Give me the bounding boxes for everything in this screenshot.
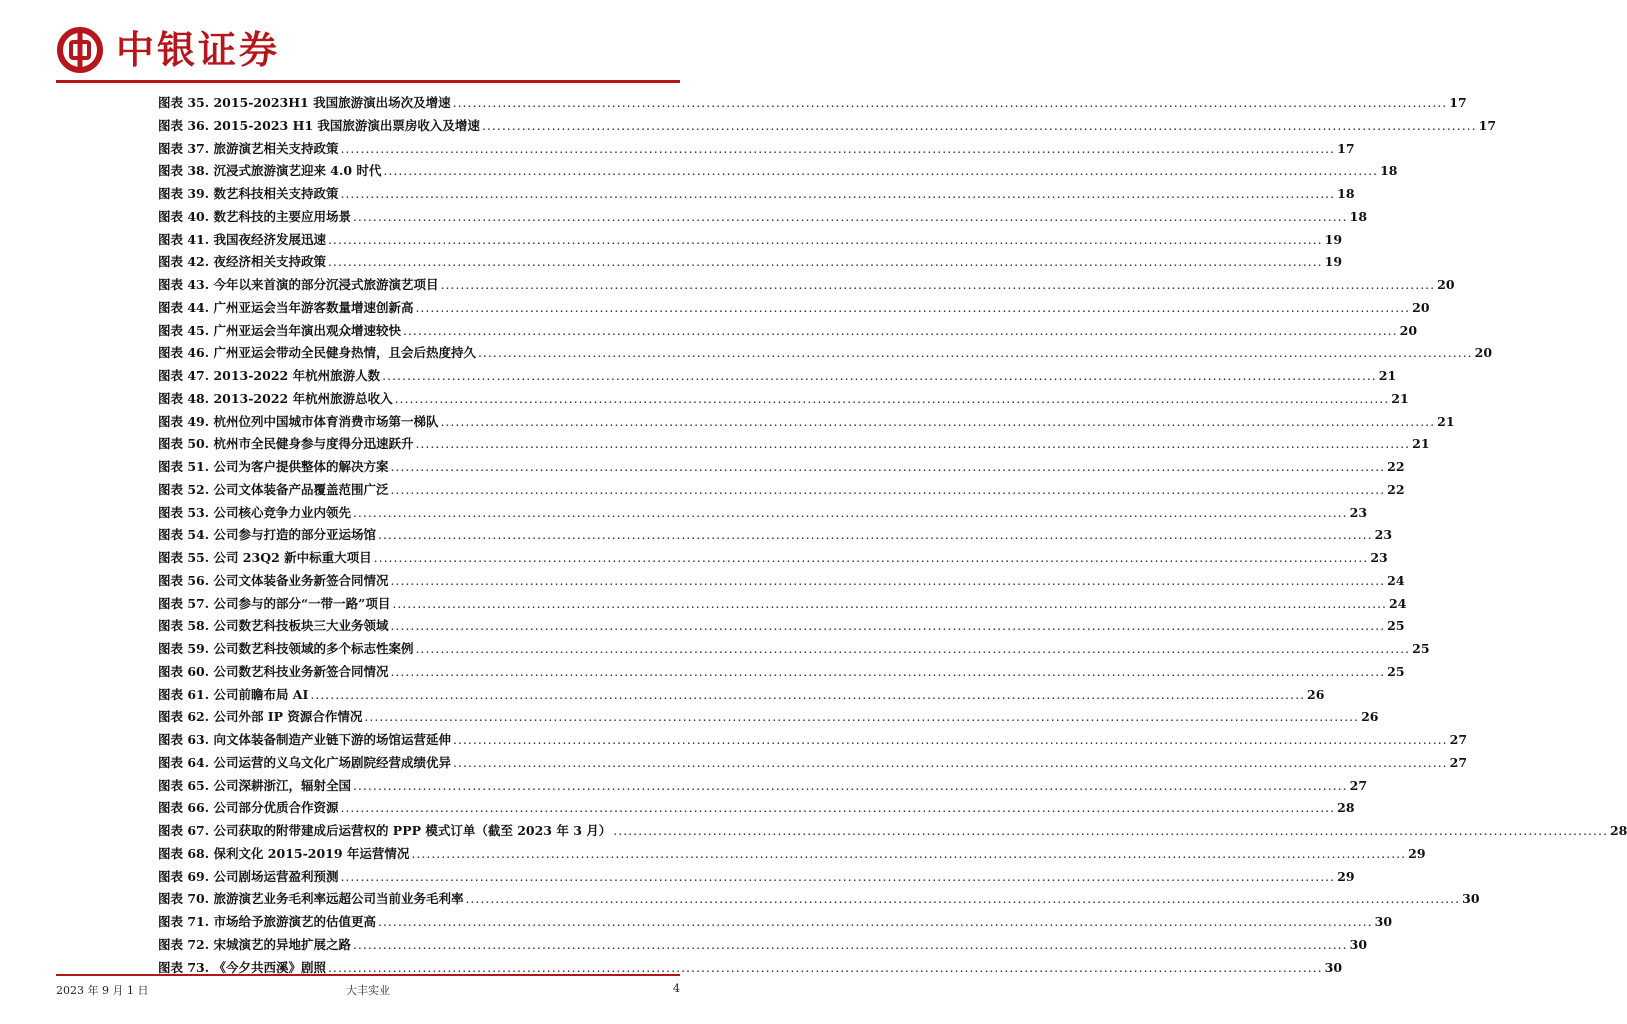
- toc-entry[interactable]: [158, 752, 1468, 775]
- toc-entry[interactable]: [158, 183, 1355, 206]
- toc-entry-page: 21: [1391, 390, 1409, 406]
- toc-leader-dots: ........................................................................................................................................................................................................: [327, 959, 1323, 975]
- toc-entry-page: 30: [1324, 959, 1343, 975]
- toc-entry-page: 27: [1349, 777, 1368, 793]
- toc-entry-title: 图表 72. 宋城演艺的异地扩展之路: [158, 936, 351, 952]
- brand-name: 中银证券: [116, 28, 281, 72]
- toc-leader-dots: ........................................................................................................................................................................................................: [352, 504, 1348, 520]
- toc-leader-dots: ........................................................................................................................................................................................................: [402, 322, 1398, 338]
- toc-leader-dots: ........................................................................................................................................................................................................: [364, 709, 1360, 725]
- toc-leader-dots: ........................................................................................................................................................................................................: [340, 800, 1336, 816]
- toc-entry[interactable]: [158, 92, 1467, 115]
- toc-entry-page: 20: [1412, 299, 1430, 315]
- toc-entry-page: 23: [1349, 504, 1368, 520]
- toc-entry-title: 图表 53. 公司核心竞争力业内领先: [158, 504, 351, 520]
- page-footer: [56, 982, 680, 1002]
- toc-entry-title: 图表 61. 公司前瞻布局 AI: [158, 686, 309, 702]
- page-number: 4: [673, 982, 680, 995]
- toc-leader-dots: ........................................................................................................................................................................................................: [390, 663, 1386, 679]
- toc-entry[interactable]: [158, 661, 1405, 684]
- toc-entry-title: 图表 41. 我国夜经济发展迅速: [158, 231, 326, 247]
- toc-leader-dots: ........................................................................................................................................................................................................: [327, 254, 1323, 270]
- toc-entry[interactable]: [158, 684, 1325, 707]
- toc-entry-title: 图表 54. 公司参与打造的部分亚运场馆: [158, 527, 376, 543]
- toc-entry-title: 图表 71. 市场给予旅游演艺的估值更高: [158, 914, 376, 929]
- toc-entry-page: 24: [1387, 572, 1405, 588]
- toc-entry[interactable]: [158, 160, 1398, 183]
- toc-entry[interactable]: [158, 547, 1388, 570]
- toc-leader-dots: ........................................................................................................................................................................................................: [340, 140, 1336, 156]
- toc-entry-page: 23: [1374, 527, 1393, 543]
- toc-leader-dots: ........................................................................................................................................................................................................: [373, 550, 1369, 565]
- toc-leader-dots: ........................................................................................................................................................................................................: [390, 572, 1386, 588]
- toc-entry[interactable]: [158, 593, 1407, 616]
- toc-entry[interactable]: [158, 888, 1480, 911]
- toc-leader-dots: ........................................................................................................................................................................................................: [477, 345, 1473, 361]
- toc-entry-page: 17: [1449, 95, 1467, 110]
- toc-leader-dots: ........................................................................................................................................................................................................: [481, 117, 1477, 133]
- toc-entry-title: 图表 35. 2015-2023H1 我国旅游演出场次及增速: [158, 95, 451, 110]
- toc-entry-page: 29: [1408, 845, 1426, 861]
- toc-entry-title: 图表 37. 旅游演艺相关支持政策: [158, 140, 339, 156]
- toc-leader-dots: ........................................................................................................................................................................................................: [340, 868, 1336, 884]
- toc-entry-title: 图表 59. 公司数艺科技领域的多个标志性案例: [158, 641, 414, 656]
- toc-entry-page: 18: [1349, 208, 1368, 224]
- figure-index-list: [158, 92, 1627, 979]
- page-header: [0, 0, 724, 90]
- toc-leader-dots: ........................................................................................................................................................................................................: [452, 95, 1448, 110]
- toc-entry-title: 图表 67. 公司获取的附带建成后运营权的 PPP 模式订单（截至 2023 年 3 月）: [158, 823, 612, 838]
- toc-leader-dots: ........................................................................................................................................................................................................: [452, 754, 1448, 770]
- toc-entry[interactable]: [158, 911, 1393, 934]
- toc-entry-title: 图表 50. 杭州市全民健身参与度得分迅速跃升: [158, 436, 414, 452]
- toc-entry-page: 29: [1337, 868, 1355, 884]
- toc-entry-title: 图表 40. 数艺科技的主要应用场景: [158, 208, 351, 224]
- toc-entry[interactable]: [158, 342, 1493, 365]
- toc-entry[interactable]: [158, 297, 1430, 320]
- toc-entry[interactable]: [158, 251, 1343, 274]
- toc-entry-page: 26: [1361, 709, 1379, 725]
- toc-entry-title: 图表 57. 公司参与的部分“一带一路”项目: [158, 595, 391, 611]
- toc-entry-page: 20: [1399, 322, 1418, 338]
- toc-entry[interactable]: [158, 843, 1426, 866]
- toc-entry-title: 图表 58. 公司数艺科技板块三大业务领域: [158, 618, 389, 634]
- toc-entry-title: 图表 62. 公司外部 IP 资源合作情况: [158, 709, 363, 725]
- toc-leader-dots: ........................................................................................................................................................................................................: [415, 641, 1411, 656]
- toc-entry-title: 图表 47. 2013-2022 年杭州旅游人数: [158, 368, 381, 383]
- bank-of-china-logo-icon: [56, 26, 104, 74]
- toc-entry[interactable]: [158, 502, 1368, 525]
- toc-entry-title: 图表 49. 杭州位列中国城市体育消费市场第一梯队: [158, 413, 439, 429]
- toc-entry[interactable]: [158, 229, 1343, 252]
- toc-leader-dots: ........................................................................................................................................................................................................: [352, 208, 1348, 224]
- toc-entry-page: 17: [1337, 140, 1355, 156]
- toc-entry-title: 图表 38. 沉浸式旅游演艺迎来 4.0 时代: [158, 163, 382, 179]
- report-date: 2023 年 9 月 1 日: [56, 984, 149, 997]
- toc-entry[interactable]: [158, 433, 1430, 456]
- toc-entry[interactable]: [158, 729, 1468, 752]
- toc-entry[interactable]: [158, 365, 1397, 388]
- toc-leader-dots: ........................................................................................................................................................................................................: [327, 231, 1323, 247]
- toc-entry[interactable]: [158, 775, 1368, 798]
- toc-entry[interactable]: [158, 138, 1355, 161]
- toc-leader-dots: ........................................................................................................................................................................................................: [392, 595, 1388, 611]
- toc-entry-title: 图表 66. 公司部分优质合作资源: [158, 800, 339, 816]
- toc-entry[interactable]: [158, 456, 1405, 479]
- toc-entry-title: 图表 39. 数艺科技相关支持政策: [158, 186, 339, 201]
- toc-entry-page: 21: [1378, 368, 1397, 383]
- toc-leader-dots: ........................................................................................................................................................................................................: [352, 936, 1348, 952]
- toc-leader-dots: ........................................................................................................................................................................................................: [440, 413, 1436, 429]
- toc-entry-title: 图表 43. 今年以来首演的部分沉浸式旅游演艺项目: [158, 277, 439, 292]
- toc-leader-dots: ........................................................................................................................................................................................................: [390, 481, 1386, 497]
- toc-leader-dots: ........................................................................................................................................................................................................: [613, 823, 1608, 838]
- toc-entry-page: 30: [1462, 891, 1480, 907]
- toc-entry[interactable]: [158, 706, 1379, 729]
- toc-entry-title: 图表 55. 公司 23Q2 新中标重大项目: [158, 550, 372, 565]
- toc-leader-dots: ........................................................................................................................................................................................................: [382, 368, 1377, 383]
- toc-entry-title: 图表 56. 公司文体装备业务新签合同情况: [158, 572, 389, 588]
- toc-entry-title: 图表 52. 公司文体装备产品覆盖范围广泛: [158, 481, 389, 497]
- toc-entry-page: 18: [1380, 163, 1398, 179]
- toc-leader-dots: ........................................................................................................................................................................................................: [340, 186, 1336, 201]
- toc-entry-page: 23: [1370, 550, 1388, 565]
- toc-entry[interactable]: [158, 934, 1368, 957]
- toc-entry-title: 图表 65. 公司深耕浙江，辐射全国: [158, 777, 351, 793]
- toc-entry-title: 图表 70. 旅游演艺业务毛利率远超公司当前业务毛利率: [158, 891, 464, 907]
- toc-leader-dots: ........................................................................................................................................................................................................: [352, 777, 1348, 793]
- toc-entry-title: 图表 48. 2013-2022 年杭州旅游总收入: [158, 390, 393, 406]
- toc-leader-dots: ........................................................................................................................................................................................................: [411, 845, 1407, 861]
- toc-entry-title: 图表 63. 向文体装备制造产业链下游的场馆运营延伸: [158, 732, 451, 747]
- toc-entry-page: 25: [1412, 641, 1430, 656]
- toc-entry-title: 图表 69. 公司剧场运营盈利预测: [158, 868, 339, 884]
- toc-leader-dots: ........................................................................................................................................................................................................: [310, 686, 1306, 702]
- toc-leader-dots: ........................................................................................................................................................................................................: [383, 163, 1379, 179]
- toc-entry-title: 图表 45. 广州亚运会当年演出观众增速较快: [158, 322, 401, 338]
- toc-entry-page: 19: [1324, 254, 1343, 270]
- footer-divider: [56, 974, 680, 976]
- toc-entry-page: 20: [1474, 345, 1493, 361]
- toc-entry[interactable]: [158, 820, 1627, 843]
- toc-entry-title: 图表 51. 公司为客户提供整体的解决方案: [158, 459, 389, 474]
- toc-entry-page: 30: [1374, 914, 1393, 929]
- toc-entry-page: 30: [1349, 936, 1368, 952]
- toc-entry-page: 21: [1437, 413, 1455, 429]
- toc-entry-page: 18: [1337, 186, 1355, 201]
- toc-leader-dots: ........................................................................................................................................................................................................: [390, 459, 1386, 474]
- toc-entry[interactable]: [158, 638, 1430, 661]
- toc-entry-page: 25: [1387, 618, 1405, 634]
- toc-entry-page: 17: [1478, 117, 1497, 133]
- toc-entry-page: 19: [1324, 231, 1343, 247]
- toc-entry[interactable]: [158, 524, 1393, 547]
- toc-entry[interactable]: [158, 479, 1405, 502]
- toc-entry[interactable]: [158, 115, 1497, 138]
- toc-entry[interactable]: [158, 206, 1368, 229]
- toc-entry[interactable]: [158, 866, 1355, 889]
- toc-entry-page: 28: [1337, 800, 1355, 816]
- toc-leader-dots: ........................................................................................................................................................................................................: [390, 618, 1386, 634]
- toc-entry[interactable]: [158, 570, 1405, 593]
- toc-leader-dots: ........................................................................................................................................................................................................: [377, 527, 1373, 543]
- toc-entry[interactable]: [158, 797, 1355, 820]
- toc-entry-page: 24: [1389, 595, 1407, 611]
- toc-leader-dots: ........................................................................................................................................................................................................: [452, 732, 1448, 747]
- company-name: 大丰实业: [346, 984, 390, 997]
- header-divider: [56, 80, 680, 83]
- toc-leader-dots: ........................................................................................................................................................................................................: [465, 891, 1461, 907]
- toc-entry-page: 20: [1437, 277, 1455, 292]
- toc-entry[interactable]: [158, 320, 1418, 343]
- toc-entry-title: 图表 44. 广州亚运会当年游客数量增速创新高: [158, 299, 414, 315]
- toc-leader-dots: ........................................................................................................................................................................................................: [377, 914, 1373, 929]
- toc-entry-page: 27: [1449, 732, 1468, 747]
- toc-entry-title: 图表 73. 《今夕共西溪》剧照: [158, 959, 326, 975]
- toc-entry-page: 22: [1387, 459, 1405, 474]
- toc-leader-dots: ........................................................................................................................................................................................................: [394, 390, 1390, 406]
- toc-leader-dots: ........................................................................................................................................................................................................: [415, 436, 1411, 452]
- toc-entry[interactable]: [158, 411, 1455, 434]
- toc-entry-title: 图表 68. 保利文化 2015-2019 年运营情况: [158, 845, 410, 861]
- toc-entry-title: 图表 64. 公司运营的义乌文化广场剧院经营成绩优异: [158, 754, 451, 770]
- toc-entry-title: 图表 42. 夜经济相关支持政策: [158, 254, 326, 270]
- toc-entry-page: 22: [1387, 481, 1405, 497]
- toc-leader-dots: ........................................................................................................................................................................................................: [440, 277, 1436, 292]
- toc-entry-title: 图表 36. 2015-2023 H1 我国旅游演出票房收入及增速: [158, 117, 480, 133]
- toc-entry-page: 25: [1387, 663, 1405, 679]
- toc-entry[interactable]: [158, 615, 1405, 638]
- toc-entry-page: 21: [1412, 436, 1430, 452]
- toc-leader-dots: ........................................................................................................................................................................................................: [415, 299, 1411, 315]
- toc-entry[interactable]: [158, 388, 1409, 411]
- toc-entry-page: 28: [1609, 823, 1627, 838]
- toc-entry-title: 图表 60. 公司数艺科技业务新签合同情况: [158, 663, 389, 679]
- toc-entry-page: 26: [1307, 686, 1325, 702]
- toc-entry-title: 图表 46. 广州亚运会带动全民健身热情，且会后热度持久: [158, 345, 476, 361]
- toc-entry-page: 27: [1449, 754, 1468, 770]
- toc-entry[interactable]: [158, 274, 1455, 297]
